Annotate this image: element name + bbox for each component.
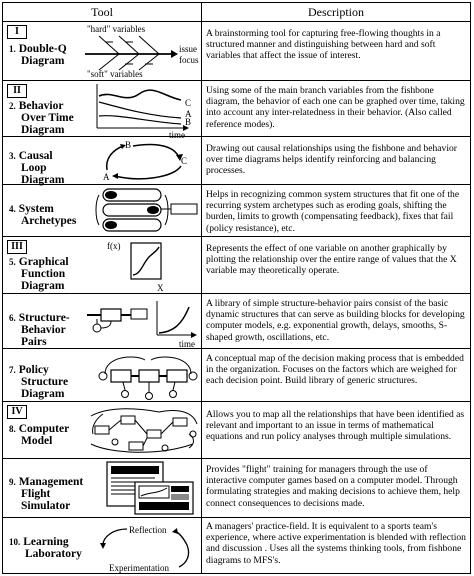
section-marker: I xyxy=(7,25,27,39)
node-a-label: A xyxy=(103,172,110,182)
tool-name: 1. Double-Q Diagram xyxy=(9,43,67,67)
tool-description: A managers' practice-field. It is equivalent to a sports team's experience, where active experimentation is blended with reflection and discussion . Uses all the systems thinking tools, from fishbone diagrams to MFS's. xyxy=(206,521,466,566)
tool-description: A conceptual map of the decision making process that is embedded in the organization. Focuses on the factors which are weighed for each decision point. Build library of generic structures. xyxy=(206,353,464,387)
system-archetypes-illustration xyxy=(95,186,201,236)
row-rule xyxy=(3,458,470,459)
tool-name: 3. Causal Loop Diagram xyxy=(9,150,65,186)
section-rule xyxy=(3,401,470,402)
computer-model-illustration xyxy=(89,404,201,458)
reflection-label: Reflection xyxy=(129,525,167,535)
time-axis-label: time xyxy=(179,339,195,349)
behavior-over-time-illustration xyxy=(93,82,201,140)
hard-variables-label: "hard" variables xyxy=(87,24,146,34)
focus-label: focus xyxy=(179,55,199,65)
fx-label: f(x) xyxy=(107,241,121,251)
section-rule xyxy=(3,236,470,237)
section-marker: III xyxy=(7,240,27,254)
tool-name: 8. Computer Model xyxy=(9,423,70,447)
tool-description: Provides "flight" training for managers through the use of interactive computer games based on a computer model. Through formulating strategies and making decisions to achieve them, help connect consequences to decisions made. xyxy=(206,464,460,509)
node-b-label: B xyxy=(125,140,132,150)
tool-description: A library of simple structure-behavior pairs consist of the basic dynamic structures that can serve as building blocks for developing computer models, e.g. exponential growth, delays, smooths, S-shaped growth, oscillations, etc. xyxy=(206,298,465,343)
structure-behavior-illustration xyxy=(87,295,201,348)
header-tool: Tool xyxy=(91,5,113,19)
tools-table xyxy=(2,2,471,574)
tool-name: 4. System Archetypes xyxy=(9,203,77,227)
row-rule xyxy=(3,136,470,137)
experimentation-label: Experimentation xyxy=(109,563,169,573)
graphical-function-illustration xyxy=(107,239,187,293)
learning-laboratory-illustration xyxy=(83,519,201,575)
series-b-label: B xyxy=(185,117,192,127)
causal-loop-illustration xyxy=(99,138,199,184)
x-label: X xyxy=(157,283,164,293)
tool-name: 2. Behavior Over Time Diagram xyxy=(9,100,74,136)
tool-description: Allows you to map all the relationships that have been identified as relevant and important to an issue in terms of mathematical equations and run policy analyses through multiple simulations. xyxy=(206,409,465,443)
header-description: Description xyxy=(308,5,364,19)
tool-name: 5. Graphical Function Diagram xyxy=(9,256,69,292)
tool-description: Drawing out causal relationships using the fishbone and behavior over time diagrams helps identify reinforcing and balancing processes. xyxy=(206,143,457,177)
column-divider xyxy=(201,3,202,573)
tool-description: Represents the effect of one variable on another graphically by plotting the relationship over the entire range of values that the X variable may theoretically operate. xyxy=(206,243,457,277)
section-marker: II xyxy=(7,84,27,98)
double-q-diagram-illustration xyxy=(83,22,201,80)
row-rule xyxy=(3,348,470,349)
flight-simulator-illustration xyxy=(105,460,201,517)
issue-label: issue xyxy=(179,44,197,54)
policy-structure-illustration xyxy=(95,350,201,401)
node-c-label: C xyxy=(181,156,188,166)
row-rule xyxy=(3,517,470,518)
soft-variables-label: "soft" variables xyxy=(87,69,143,79)
tool-name: 9. Management Flight Simulator xyxy=(9,476,84,512)
section-marker: IV xyxy=(7,405,27,419)
series-c-label: C xyxy=(185,98,192,108)
time-axis-label: time xyxy=(169,130,185,140)
tool-name: 7. Policy Structure Diagram xyxy=(9,364,69,400)
row-rule xyxy=(3,184,470,185)
tool-name: 6. Structure- Behavior Pairs xyxy=(9,312,70,348)
tool-description: A brainstorming tool for capturing free-flowing thoughts in a structured manner and distinguishing between hard and soft variables that affect the issue of interest. xyxy=(206,28,441,62)
tool-name: 10. Learning Laboratory xyxy=(9,536,82,560)
tool-description: Helps in recognizing common system structures that fit one of the recurring system archetypes such as eroding goals, shifting the burden, limits to growth (compensating feedback), fixes that fail (policy resistance), etc. xyxy=(206,189,460,234)
header-rule xyxy=(3,21,470,22)
row-rule xyxy=(3,80,470,81)
series-a-label: A xyxy=(185,109,192,119)
tool-description: Using some of the main branch variables from the fishbone diagram, the behavior of each one can be graphed over time, taking into account any inter-relatedness in their behavior. (Also called reference modes). xyxy=(206,85,465,130)
row-rule xyxy=(3,293,470,294)
